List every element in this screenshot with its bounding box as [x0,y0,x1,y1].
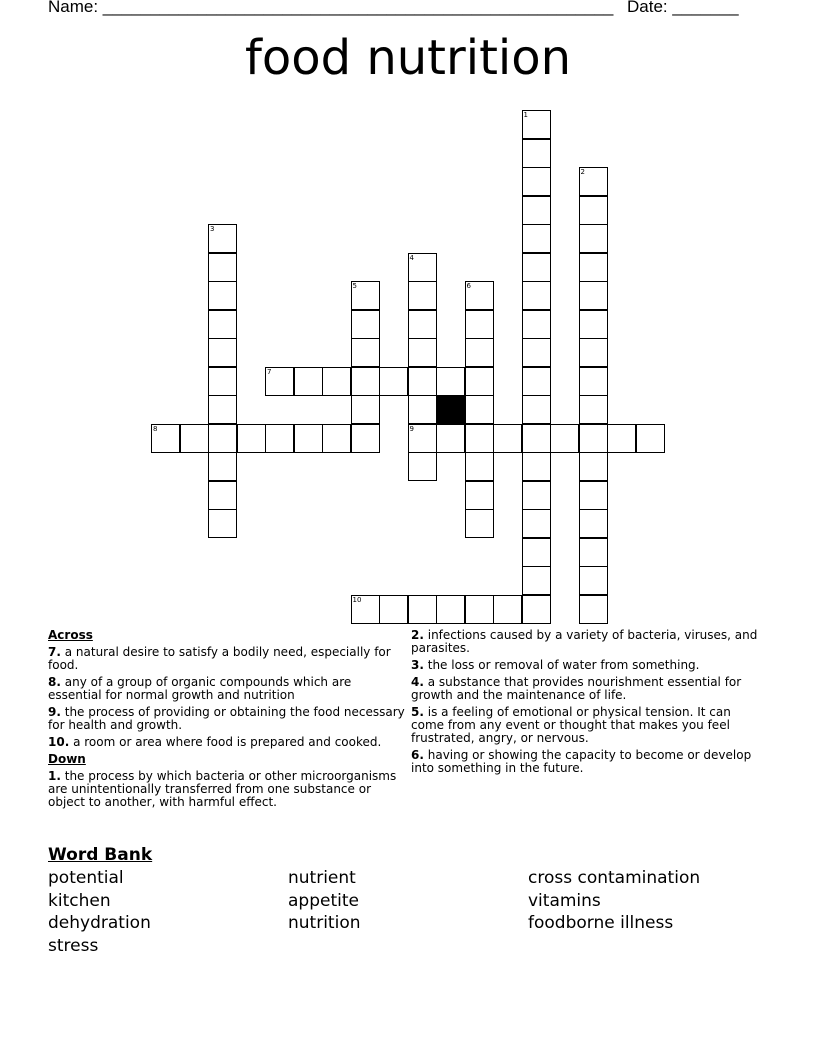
crossword-cell[interactable] [208,367,237,396]
crossword-cell[interactable] [436,595,465,624]
crossword-cell[interactable] [408,452,437,481]
crossword-cell[interactable] [151,424,180,453]
word-bank-item: stress [48,935,99,956]
crossword-cell[interactable] [579,538,608,567]
crossword-cell[interactable] [522,452,551,481]
crossword-cell[interactable] [351,424,380,453]
word-bank-item: kitchen [48,890,111,911]
crossword-cell[interactable] [579,196,608,225]
crossword-cell[interactable] [351,395,380,424]
crossword-cell[interactable] [208,395,237,424]
page-title: food nutrition [244,30,572,86]
crossword-cell[interactable] [522,139,551,168]
crossword-cell[interactable] [579,481,608,510]
crossword-cell[interactable] [522,167,551,196]
crossword-cell[interactable] [579,281,608,310]
down-heading: Down [48,752,86,766]
word-bank-item: nutrient [288,868,356,888]
clue-number: 3 [210,225,215,233]
clue-number: 8 [153,424,158,433]
clue-down-4: 4. a substance that provides nourishment essential for growth and the maintenance of life. [411,675,742,702]
crossword-cell[interactable] [465,395,494,424]
crossword-cell[interactable] [465,595,494,624]
crossword-cell[interactable] [579,452,608,481]
crossword-cell[interactable] [408,253,437,282]
clue-number: 4 [409,253,414,262]
crossword-black-cell [436,395,465,424]
crossword-cell[interactable] [208,253,237,282]
crossword-cell[interactable] [579,310,608,339]
crossword-cell[interactable] [579,424,608,453]
crossword-cell[interactable] [351,281,380,310]
crossword-cell[interactable] [265,367,294,396]
crossword-cell[interactable] [579,224,608,253]
clue-number: 10 [352,595,362,604]
clue-down-2: 2. infections caused by a variety of bacteria, viruses, and parasites. [411,628,758,655]
crossword-cell[interactable] [550,424,579,453]
crossword-cell[interactable] [522,281,551,310]
crossword-cell[interactable] [522,395,551,424]
word-bank-item: foodborne illness [528,913,674,933]
crossword-cell[interactable] [408,310,437,339]
crossword-cell[interactable] [522,253,551,282]
crossword-cell[interactable] [579,253,608,282]
crossword-cell[interactable] [522,110,551,139]
crossword-cell[interactable] [208,509,237,538]
crossword-cell[interactable] [522,595,551,624]
word-bank-item: nutrition [288,913,361,933]
crossword-cell[interactable] [579,395,608,424]
clue-down-3: 3. the loss or removal of water from something. [411,658,700,672]
crossword-cell[interactable] [208,452,237,481]
clue-across-8: 8. any of a group of organic compounds which are essential for normal growth and nutrition [48,675,352,702]
name-line[interactable]: Name: ______________________________________________________ [48,0,614,16]
crossword-cell[interactable] [408,281,437,310]
crossword-cell[interactable] [465,281,494,310]
crossword-cell[interactable] [351,595,380,624]
word-bank-column [528,867,700,935]
crossword-cell[interactable] [351,310,380,339]
crossword-cell[interactable] [408,424,437,453]
clue-number: 5 [352,282,357,290]
crossword-cell[interactable] [522,538,551,567]
crossword-cell[interactable] [436,367,465,396]
crossword-cell[interactable] [408,338,437,367]
clue-down-6: 6. having or showing the capacity to become or develop into something in the future. [411,748,752,775]
crossword-cell[interactable] [180,424,209,453]
clues-left-column [48,629,408,813]
across-heading: Across [48,628,93,642]
word-bank-column [288,867,361,935]
clue-number: 9 [409,424,414,433]
crossword-cell[interactable] [522,224,551,253]
crossword-cell[interactable] [522,338,551,367]
clue-across-10: 10. a room or area where food is prepared and cooked. [48,735,382,749]
word-bank-item: appetite [288,890,359,911]
crossword-cell[interactable] [237,424,266,453]
crossword-cell[interactable] [208,338,237,367]
crossword-cell[interactable] [579,338,608,367]
crossword-cell[interactable] [579,167,608,196]
crossword-cell[interactable] [465,367,494,396]
crossword-cell[interactable] [636,424,665,453]
crossword-cell[interactable] [208,281,237,310]
date-line[interactable]: Date: _______ [627,0,739,16]
crossword-cell[interactable] [579,367,608,396]
crossword-cell[interactable] [351,367,380,396]
clue-number: 7 [267,367,272,376]
crossword-cell[interactable] [408,367,437,396]
crossword-cell[interactable] [322,424,351,453]
crossword-cell[interactable] [465,310,494,339]
clue-across-7: 7. a natural desire to satisfy a bodily need, especially for food. [48,645,391,672]
word-bank-item: vitamins [528,890,601,911]
crossword-cell[interactable] [522,367,551,396]
word-bank-title: Word Bank [48,845,153,865]
word-bank-item: potential [48,868,124,888]
crossword-cell[interactable] [208,424,237,453]
word-bank-item: cross contamination [528,868,701,888]
crossword-cell[interactable] [465,481,494,510]
clue-number: 2 [580,168,585,176]
clue-down-1: 1. the process by which bacteria or other microorganisms are unintentionally transferred from one substance or object to another, with harmful effect. [48,769,397,809]
crossword-cell[interactable] [465,452,494,481]
crossword-cell[interactable] [522,566,551,595]
crossword-cell[interactable] [607,424,636,453]
crossword-cell[interactable] [208,310,237,339]
crossword-cell[interactable] [579,509,608,538]
crossword-cell[interactable] [493,424,522,453]
crossword-cell[interactable] [351,338,380,367]
crossword-cell[interactable] [493,595,522,624]
clue-number: 1 [523,111,528,119]
crossword-cell[interactable] [465,424,494,453]
word-bank-item: dehydration [48,913,151,933]
crossword-cell[interactable] [579,566,608,595]
word-bank-column [48,867,151,957]
crossword-cell[interactable] [265,424,294,453]
crossword-cell[interactable] [522,310,551,339]
crossword-cell[interactable] [436,424,465,453]
crossword-cell[interactable] [208,224,237,253]
crossword-cell[interactable] [465,509,494,538]
clue-number: 6 [466,282,471,290]
crossword-cell[interactable] [408,595,437,624]
crossword-cell[interactable] [522,509,551,538]
clues-right-column [411,629,761,779]
crossword-cell[interactable] [294,367,323,396]
crossword-cell[interactable] [408,395,437,424]
crossword-cell[interactable] [379,367,408,396]
crossword-cell[interactable] [379,595,408,624]
crossword-cell[interactable] [294,424,323,453]
crossword-cell[interactable] [579,595,608,624]
crossword-cell[interactable] [208,481,237,510]
clue-down-5: 5. is a feeling of emotional or physical tension. It can come from any event or thought that makes you feel frustrated, angry, or nervous. [411,705,731,745]
crossword-cell[interactable] [465,338,494,367]
crossword-cell[interactable] [522,424,551,453]
crossword-cell[interactable] [322,367,351,396]
clue-across-9: 9. the process of providing or obtaining the food necessary for health and growth. [48,705,405,732]
crossword-cell[interactable] [522,196,551,225]
crossword-cell[interactable] [522,481,551,510]
